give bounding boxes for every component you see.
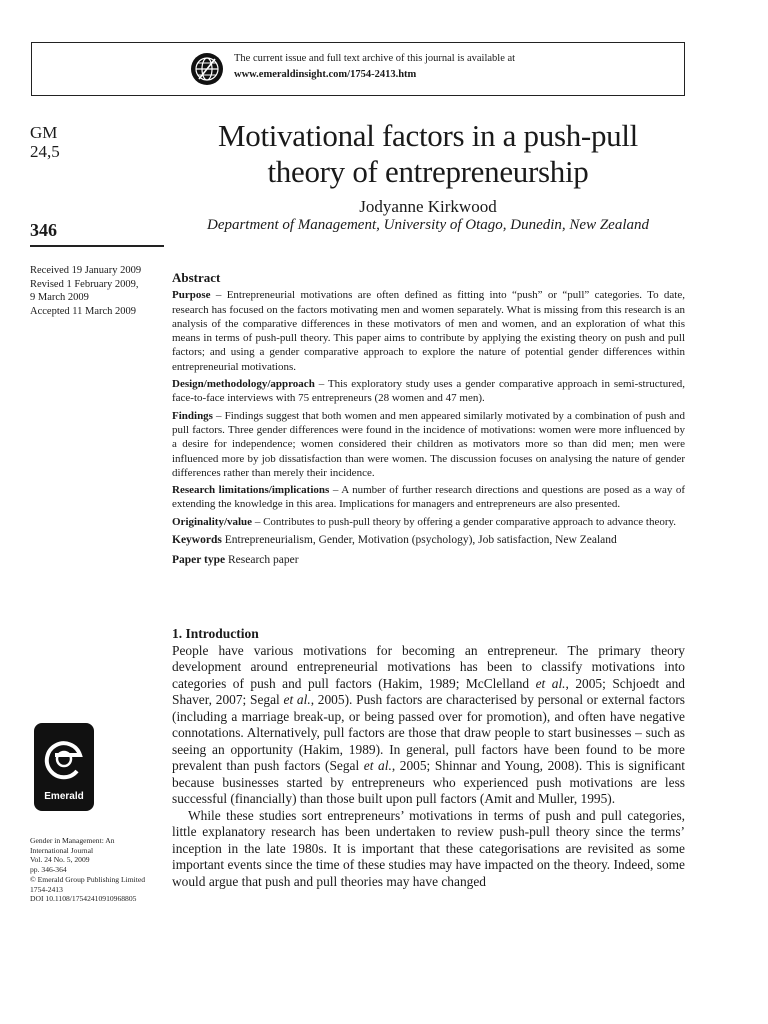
purpose-text: – Entrepreneurial motivations are often defined as fitting into “push” or “pull” categories. To date, research has focused on the factors motivating men and women separately. What is missing from this research is an analysis of the comparative differences in these motivators of men and women, and an exploration of what this means in terms of push-pull theory. This paper aims to contribute by applying the existing theory on push and pull factors; and using a gender comparative approach to explore the nature of potential gender differences within entrepreneurial motivations. xyxy=(172,289,685,373)
keywords-label: Keywords xyxy=(172,534,222,547)
submission-dates xyxy=(30,264,141,318)
title-line: theory of entrepreneurship xyxy=(267,154,589,189)
abstract-heading: Abstract xyxy=(172,270,221,285)
author-affiliation: Department of Management, University of Otago, Dunedin, New Zealand xyxy=(206,217,650,233)
globe-icon xyxy=(190,52,224,86)
abstract-limitations xyxy=(172,483,685,512)
text-run-italic: et al. xyxy=(535,675,566,691)
citation-line: International Journal xyxy=(30,845,94,855)
abstract-originality xyxy=(172,515,685,529)
introduction-section xyxy=(172,626,685,890)
abstract-keywords xyxy=(172,533,685,547)
originality-label: Originality/value xyxy=(172,515,253,528)
citation-line: pp. 346-364 xyxy=(30,865,67,875)
abstract-paper-type xyxy=(172,553,685,567)
margin-divider xyxy=(30,245,164,247)
doi-link[interactable]: DOI 10.1108/17542410910968805 xyxy=(30,894,137,904)
archive-banner xyxy=(31,42,685,96)
paper-type-label: Paper type xyxy=(172,554,226,567)
text-run: , 2005; Shinnar and Young, 2008). This is significant because businesses started by entrepreneurs who experienced push motivations are less successful (financially) than those built upon pull factors (Amit and Muller, 1995). xyxy=(172,758,685,806)
design-label: Design/methodology/approach xyxy=(172,378,315,391)
date-line: Received 19 January 2009 xyxy=(30,265,142,276)
originality-text: – Contributes to push-pull theory by offering a gender comparative approach to advance theory. xyxy=(252,515,677,528)
page-number: 346 xyxy=(30,220,57,240)
article-title xyxy=(168,118,688,190)
journal-abbrev: GM xyxy=(30,123,58,142)
abstract-design xyxy=(172,377,685,406)
citation-line: Vol. 24 No. 5, 2009 xyxy=(30,855,90,865)
text-run-italic: et al. xyxy=(283,692,311,707)
text-run: , 2005). Push factors are characterised by personal or external factors (including a marriage break-up, or being passed over for promotion), and often have negative connotations. Alternatively, pull factors are those that draw people to start businesses – such as seeing an opportunity (Hakim, 1989). In general, pull factors have been found to be more prevalent than push factors (Segal xyxy=(172,692,686,773)
emerald-logo xyxy=(34,723,94,811)
design-text: – This exploratory study uses a gender comparative approach in semi-structured, face-to-face interviews with 75 entrepreneurs (28 women and 47 men). xyxy=(172,378,685,405)
date-line: Accepted 11 March 2009 xyxy=(30,305,137,317)
citation-line: Gender in Management: An xyxy=(30,836,115,845)
emerald-e-icon xyxy=(41,729,87,789)
intro-paragraph xyxy=(172,643,685,808)
keywords-text: Entrepreneurialism, Gender, Motivation (psychology), Job satisfaction, New Zealand xyxy=(221,534,617,547)
banner-text: The current issue and full text archive of this journal is available at xyxy=(234,53,516,64)
findings-text: – Findings suggest that both women and men appeared similarly motivated by a combination of push and pull factors. Three gender differences were found in the incidence of motivations: women were more influenced by a desire for independence; women considered their children as motivators more so than did men; men were influenced more by job dissatisfaction than were women. The discussion focuses on analysing the nature of gender differences rather than merely their incidence. xyxy=(172,409,685,479)
journal-url-link[interactable]: www.emeraldinsight.com/1754-2413.htm xyxy=(234,69,417,80)
logo-text: Emerald xyxy=(44,791,84,802)
limitations-text: – A number of further research directions and questions are posed as a way of extending the knowledge in this area. Implications for managers and entrepreneurs are also presented. xyxy=(172,484,686,511)
citation-line: 1754-2413 xyxy=(30,884,63,894)
abstract-purpose xyxy=(172,288,685,374)
date-line: Revised 1 February 2009, xyxy=(30,278,139,290)
volume-issue: 24,5 xyxy=(30,142,60,161)
author-name: Jodyanne Kirkwood xyxy=(359,197,497,216)
citation-line: © Emerald Group Publishing Limited xyxy=(30,874,146,884)
abstract-section xyxy=(172,271,685,571)
intro-paragraph: While these studies sort entrepreneurs’ motivations in terms of push and pull categories, little explanatory research has been undertaken to review push-pull theory since the terms’ inception in the late 1980s. It is important that these categorisations are revisited as some important events since the time of these studies may have impacted on the theory. Indeed, some would argue that push and pull theories may have changed xyxy=(172,807,685,889)
journal-citation-info xyxy=(30,836,145,904)
journal-code xyxy=(30,123,60,161)
abstract-findings xyxy=(172,409,685,480)
findings-label: Findings xyxy=(172,409,213,422)
text-run: , 2005; Schjoedt and Shaver, 2007; Segal xyxy=(172,675,685,707)
text-run-italic: et al. xyxy=(363,758,392,773)
limitations-label: Research limitations/implications xyxy=(172,484,330,497)
text-run: People have various motivations for becoming an entrepreneur. The primary theory development around entrepreneurial motivations has been to classify motivations into categories of push and pull factors (Hakim, 1989; McClelland xyxy=(172,642,685,691)
section-heading: 1. Introduction xyxy=(172,626,259,641)
purpose-label: Purpose xyxy=(172,289,211,302)
date-line: 9 March 2009 xyxy=(30,292,89,303)
title-line: Motivational factors in a push-pull xyxy=(218,118,638,153)
paper-type-text: Research paper xyxy=(225,554,299,567)
